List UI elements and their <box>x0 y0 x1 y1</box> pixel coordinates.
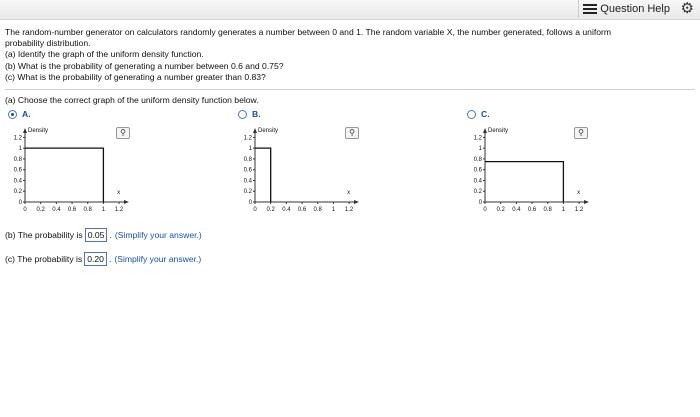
y-tick-label: 0.8 <box>13 156 22 163</box>
question-help-button[interactable] <box>578 0 670 18</box>
part-b-suffix: . <box>109 230 112 240</box>
x-tick-label: 0 <box>483 207 487 213</box>
y-tick-label: 0 <box>18 200 22 206</box>
y-tick-label: 0.8 <box>243 156 252 163</box>
question-part-b: (b) What is the probability of generating a number between 0.6 and 0.75? <box>5 60 284 71</box>
x-tick-label: 1.2 <box>344 207 354 213</box>
x-tick-label: 1 <box>101 207 106 213</box>
x-axis-arrow <box>354 200 359 204</box>
x-axis-arrow <box>584 200 589 204</box>
y-tick-label: 1 <box>248 146 252 153</box>
part-c-suffix: . <box>108 254 112 264</box>
part-b-prefix: (b) The probability is <box>5 230 83 240</box>
gear-icon[interactable]: ⚙ <box>680 0 694 17</box>
y-tick-label: 0.2 <box>243 189 252 196</box>
part-c-hint: (Simplify your answer.) <box>114 254 202 264</box>
y-tick-label: 0.6 <box>243 167 252 174</box>
list-icon <box>583 2 597 16</box>
part-b-answer-field[interactable]: 0.05 <box>85 228 108 242</box>
x-axis-label: x <box>577 190 581 196</box>
x-tick-label: 0 <box>253 207 257 213</box>
y-tick-label: 0.6 <box>473 167 482 174</box>
x-axis-label: x <box>117 190 121 196</box>
y-tick-label: 1.2 <box>13 135 22 142</box>
y-axis-arrow <box>483 128 487 133</box>
y-tick-label: 0.4 <box>13 178 22 185</box>
y-axis-label: Density <box>28 128 49 134</box>
x-tick-label: 0.8 <box>543 207 552 213</box>
option-a[interactable] <box>8 109 31 119</box>
y-tick-label: 0 <box>248 200 252 206</box>
x-tick-label: 0 <box>23 207 27 213</box>
y-tick-label: 1 <box>478 146 482 153</box>
y-tick-label: 0 <box>478 200 482 206</box>
question-line-2: probability distribution. <box>5 38 91 49</box>
x-tick-label: 1.2 <box>574 207 584 213</box>
option-b[interactable] <box>238 109 261 119</box>
question-text <box>5 27 685 83</box>
part-c-answer-field[interactable]: 0.20 <box>84 252 107 266</box>
x-tick-label: 0.4 <box>52 207 61 213</box>
x-tick-label: 1.2 <box>114 207 124 213</box>
x-tick-label: 0.2 <box>266 207 275 213</box>
magnify-icon[interactable]: ⚲ <box>116 127 130 139</box>
x-tick-label: 0.8 <box>313 207 322 213</box>
option-c-label: C. <box>481 109 490 119</box>
density-line <box>25 148 103 202</box>
y-tick-label: 1 <box>18 146 22 153</box>
y-axis-arrow <box>253 128 257 133</box>
x-axis-arrow <box>124 200 129 204</box>
radio-a[interactable] <box>8 110 17 119</box>
option-c[interactable] <box>467 109 490 119</box>
y-tick-label: 0.4 <box>243 178 252 185</box>
option-a-label: A. <box>22 109 31 119</box>
y-axis-label: Density <box>488 128 509 134</box>
x-tick-label: 0.4 <box>282 207 291 213</box>
question-part-c: (c) What is the probability of generating a number greater than 0.83? <box>5 71 266 82</box>
question-part-a: (a) Identify the graph of the uniform density function. <box>5 49 204 60</box>
x-tick-label: 1 <box>561 207 566 213</box>
magnify-icon[interactable]: ⚲ <box>345 127 359 139</box>
magnify-icon[interactable]: ⚲ <box>574 127 588 139</box>
y-tick-label: 0.4 <box>473 178 482 185</box>
x-tick-label: 1 <box>331 207 336 213</box>
option-b-label: B. <box>252 109 261 119</box>
y-tick-label: 0.6 <box>13 167 22 174</box>
part-b-answer-row <box>5 228 202 242</box>
part-a-prompt: (a) Choose the correct graph of the uniform density function below. <box>5 95 259 105</box>
y-axis-label: Density <box>258 128 279 134</box>
x-tick-label: 0.2 <box>496 207 505 213</box>
y-tick-label: 0.2 <box>13 189 22 196</box>
x-tick-label: 0.2 <box>36 207 45 213</box>
x-tick-label: 0.8 <box>83 207 92 213</box>
part-c-prefix: (c) The probability is <box>5 254 83 264</box>
x-tick-label: 0.6 <box>527 207 537 213</box>
part-b-hint: (Simplify your answer.) <box>114 230 202 240</box>
y-tick-label: 0.2 <box>473 189 482 196</box>
density-line <box>485 162 563 202</box>
y-tick-label: 1.2 <box>243 135 252 142</box>
y-axis-arrow <box>23 128 27 133</box>
radio-c[interactable] <box>467 110 476 119</box>
top-bar <box>0 0 700 20</box>
question-help-label: Question Help <box>600 3 670 15</box>
x-tick-label: 0.6 <box>297 207 307 213</box>
y-tick-label: 1.2 <box>473 135 482 142</box>
part-c-answer-row <box>5 252 201 266</box>
y-tick-label: 0.8 <box>473 156 482 163</box>
x-tick-label: 0.4 <box>512 207 521 213</box>
density-line <box>255 148 271 202</box>
radio-b[interactable] <box>238 110 247 119</box>
x-tick-label: 0.6 <box>67 207 77 213</box>
divider <box>5 89 695 90</box>
x-axis-label: x <box>347 190 351 196</box>
question-line-1: The random-number generator on calculators randomly generates a number between 0 and 1. The random variable X, the number generated, follows a uniform <box>5 27 612 37</box>
